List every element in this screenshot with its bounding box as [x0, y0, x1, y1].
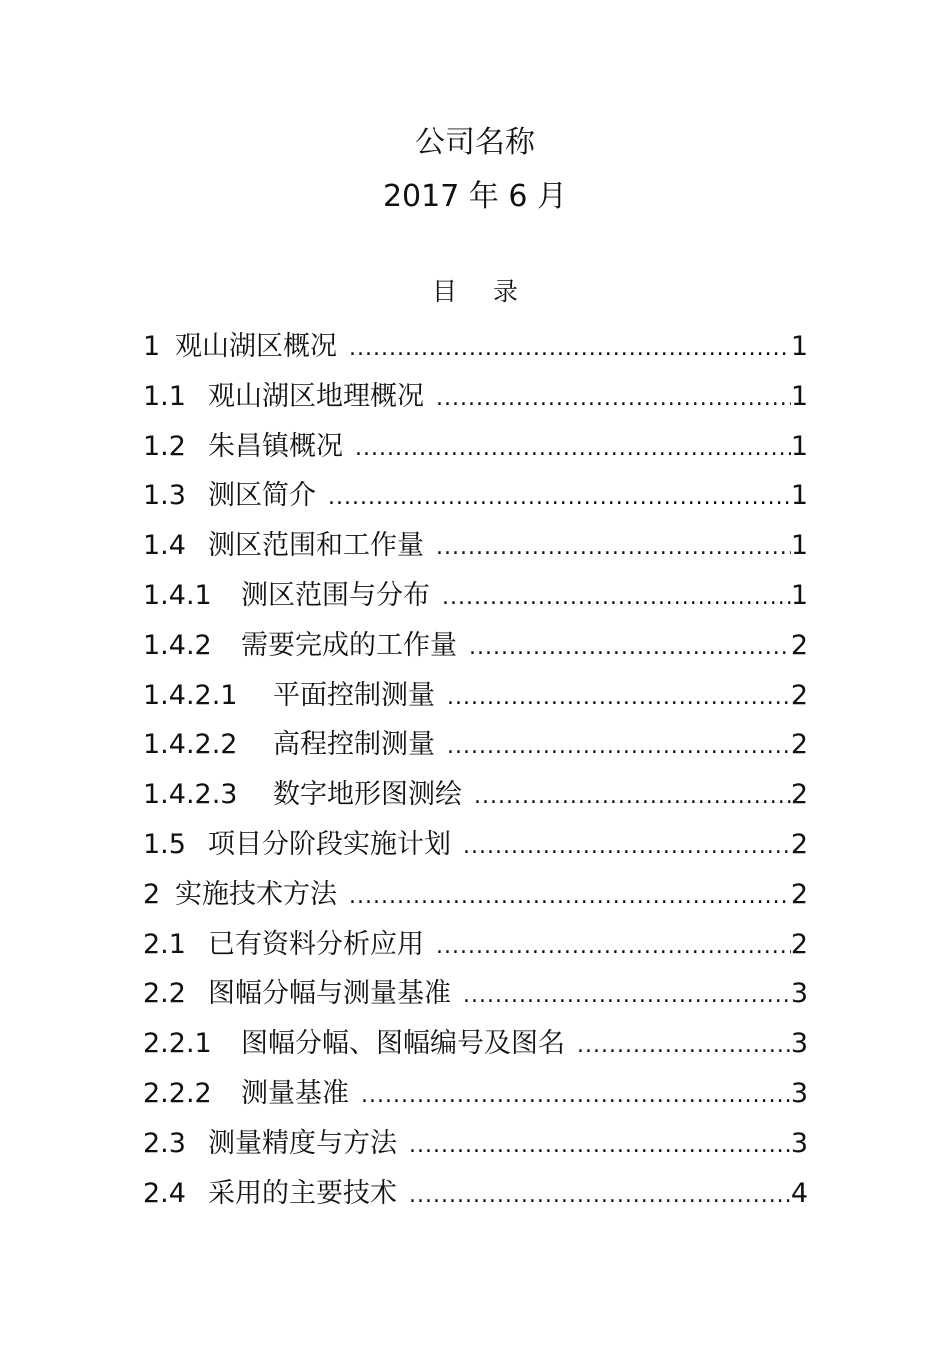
toc-entry[interactable]: [143, 521, 808, 571]
toc-entry-label: 观山湖区概况: [175, 331, 337, 362]
toc-entry-page: 1: [790, 331, 808, 362]
toc-entry-page: 1: [790, 480, 808, 512]
toc-leader-dots: [355, 424, 791, 474]
toc-entry-number: 1.4.1: [143, 579, 212, 611]
toc-entry[interactable]: [143, 471, 808, 521]
toc-entry-number: 1.3: [143, 480, 186, 512]
toc-entry-page: 2: [790, 679, 808, 711]
toc-entry-number: 1.4.2.1: [143, 679, 238, 711]
toc-leader-dots: [463, 822, 791, 872]
toc-entry-label: 测区范围和工作量: [208, 530, 424, 562]
toc-entry[interactable]: [143, 1169, 808, 1219]
toc-entry-number: 2.3: [143, 1127, 186, 1159]
toc-leader-dots: [409, 1171, 791, 1221]
toc-entry-page: 3: [790, 1077, 808, 1109]
document-date: 2017 年 6 月: [382, 179, 568, 214]
toc-entry-number: 2.2: [143, 978, 186, 1010]
toc-entry[interactable]: [143, 870, 808, 920]
toc-entry-number: 2.2.1: [143, 1028, 212, 1060]
toc-entry-number: 1.4.2.2: [143, 729, 238, 761]
toc-entry-label: 测区范围与分布: [241, 579, 430, 611]
toc-entry-page: 2: [790, 878, 808, 910]
toc-leader-dots: [474, 772, 791, 822]
toc-entry-page: 2: [790, 629, 808, 661]
toc-leader-dots: [409, 1121, 791, 1171]
toc-entry-page: 1: [790, 430, 808, 462]
toc-entry[interactable]: [143, 571, 808, 621]
toc-entry[interactable]: [143, 621, 808, 671]
toc-entry-label: 数字地形图测绘: [273, 779, 462, 811]
toc-entry[interactable]: [143, 1119, 808, 1169]
toc-entry-label: 测量基准: [241, 1077, 349, 1109]
toc-entry-number: 2.2.2: [143, 1077, 212, 1109]
toc-entry-number: 2: [143, 878, 161, 910]
toc-entry-label: 采用的主要技术: [208, 1177, 397, 1209]
toc-entry-page: 1: [790, 579, 808, 611]
toc-entry-page: 3: [790, 1028, 808, 1060]
toc-leader-dots: [463, 971, 791, 1021]
toc-entry-label: 高程控制测量: [273, 729, 435, 761]
toc-entry-page: 3: [790, 978, 808, 1010]
toc-entry-page: 1: [790, 380, 808, 412]
toc-entry-label: 观山湖区地理概况: [208, 380, 424, 412]
toc-entry[interactable]: [143, 969, 808, 1019]
toc-leader-dots: [328, 473, 791, 523]
toc-entry-number: 2.1: [143, 928, 186, 960]
toc-entry-label: 需要完成的工作量: [241, 629, 457, 661]
table-of-contents: [143, 322, 808, 1218]
toc-entry-page: 4: [790, 1177, 808, 1209]
toc-entry-label: 测区简介: [208, 480, 316, 512]
toc-entry-number: 1.4.2.3: [143, 779, 238, 811]
toc-entry-label: 朱昌镇概况: [208, 430, 343, 462]
toc-entry[interactable]: [143, 372, 808, 422]
toc-entry-number: 1.5: [143, 828, 186, 860]
toc-entry-number: 1: [143, 331, 161, 362]
toc-entry-page: 3: [790, 1127, 808, 1159]
toc-entry-label: 实施技术方法: [175, 878, 337, 910]
toc-entry[interactable]: [143, 820, 808, 870]
toc-entry-label: 平面控制测量: [273, 679, 435, 711]
toc-leader-dots: [361, 1071, 791, 1121]
toc-leader-dots: [349, 324, 791, 374]
toc-entry-number: 1.1: [143, 380, 186, 412]
toc-leader-dots: [436, 922, 791, 972]
toc-entry-page: 2: [790, 828, 808, 860]
toc-entry-page: 1: [790, 530, 808, 562]
toc-entry[interactable]: [143, 770, 808, 820]
company-name: 公司名称: [415, 125, 535, 160]
toc-leader-dots: [442, 573, 791, 623]
toc-entry[interactable]: [143, 322, 808, 372]
toc-entry-label: 图幅分幅与测量基准: [208, 978, 451, 1010]
toc-leader-dots: [469, 623, 791, 673]
toc-entry[interactable]: [143, 671, 808, 721]
toc-leader-dots: [436, 523, 791, 573]
toc-entry-label: 已有资料分析应用: [208, 928, 424, 960]
toc-entry-label: 图幅分幅、图幅编号及图名: [241, 1028, 565, 1060]
toc-entry-number: 1.2: [143, 430, 186, 462]
toc-entry-page: 2: [790, 779, 808, 811]
toc-leader-dots: [577, 1021, 791, 1071]
toc-entry-label: 测量精度与方法: [208, 1127, 397, 1159]
toc-entry[interactable]: [143, 1019, 808, 1069]
toc-entry[interactable]: [143, 422, 808, 472]
toc-entry[interactable]: [143, 920, 808, 970]
toc-leader-dots: [349, 872, 791, 922]
toc-leader-dots: [447, 722, 791, 772]
toc-entry[interactable]: [143, 1069, 808, 1119]
toc-title: 目 录: [432, 277, 532, 306]
toc-entry-page: 2: [790, 729, 808, 761]
toc-entry[interactable]: [143, 720, 808, 770]
toc-entry-page: 2: [790, 928, 808, 960]
toc-entry-number: 1.4.2: [143, 629, 212, 661]
toc-entry-label: 项目分阶段实施计划: [208, 828, 451, 860]
toc-leader-dots: [447, 673, 791, 723]
toc-leader-dots: [436, 374, 791, 424]
toc-entry-number: 1.4: [143, 530, 186, 562]
toc-entry-number: 2.4: [143, 1177, 186, 1209]
